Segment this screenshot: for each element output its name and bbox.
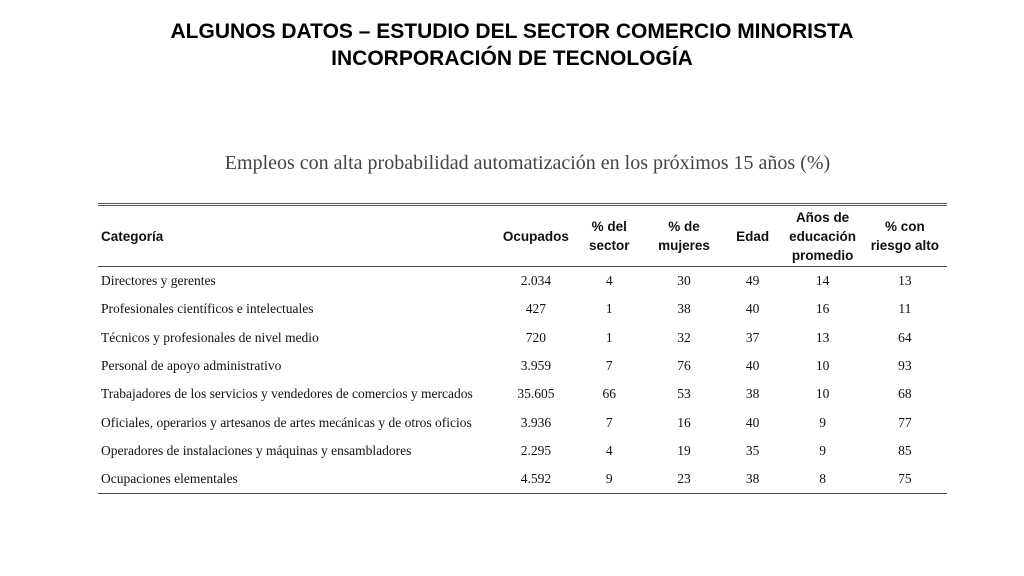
table-row	[98, 380, 947, 408]
cell-pct-mujeres: 16	[677, 414, 691, 430]
cell-categoria: Técnicos y profesionales de nivel medio	[101, 329, 319, 345]
header-ocupados: Ocupados	[502, 228, 569, 244]
header-pct-sector-line-1: % del	[591, 219, 627, 234]
cell-educacion: 10	[815, 386, 830, 402]
table-body	[98, 267, 947, 494]
slide-title-line-1: ALGUNOS DATOS – ESTUDIO DEL SECTOR COMERCIO MINORISTA	[170, 20, 854, 43]
cell-edad: 38	[723, 465, 783, 494]
employment-table	[98, 203, 947, 494]
cell-pct-sector: 66	[602, 386, 617, 402]
cell-educacion: 8	[782, 465, 862, 494]
cell-riesgo: 11	[898, 301, 912, 317]
cell-educacion: 9	[819, 442, 826, 458]
header-riesgo-line-2: riesgo alto	[870, 238, 939, 253]
cell-edad: 40	[745, 414, 760, 430]
table-row	[98, 352, 947, 380]
cell-ocupados: 3.936	[520, 414, 552, 430]
cell-educacion: 9	[819, 414, 826, 430]
cell-riesgo: 68	[898, 386, 912, 402]
cell-categoria: Directores y gerentes	[101, 273, 216, 289]
table-caption: Empleos con alta probabilidad automatización en los próximos 15 años (%)	[224, 152, 831, 174]
cell-educacion: 10	[815, 358, 830, 374]
cell-pct-mujeres: 32	[677, 329, 691, 345]
cell-categoria: Trabajadores de los servicios y vendedores de comercios y mercados	[101, 386, 473, 402]
table-row	[98, 324, 947, 352]
cell-riesgo: 77	[898, 414, 912, 430]
cell-pct-sector: 7	[605, 358, 613, 374]
header-edad: Edad	[736, 228, 770, 244]
cell-pct-sector: 1	[605, 329, 613, 345]
cell-pct-mujeres: 76	[677, 358, 691, 374]
header-pct-mujeres-line-2: mujeres	[658, 238, 710, 253]
cell-categoria: Oficiales, operarios y artesanos de artes mecánicas y de otros oficios	[101, 414, 472, 430]
header-categoria: Categoría	[101, 228, 164, 244]
table-header-row	[98, 205, 947, 267]
table-header	[98, 205, 947, 267]
cell-pct-mujeres: 38	[677, 301, 691, 317]
cell-pct-sector: 4	[605, 442, 613, 458]
cell-pct-mujeres: 19	[677, 442, 691, 458]
cell-pct-sector: 1	[605, 301, 613, 317]
header-pct-sector-line-2: sector	[589, 238, 630, 253]
cell-pct-sector: 4	[605, 273, 613, 289]
slide-title	[0, 18, 1024, 72]
cell-ocupados: 427	[525, 301, 547, 317]
header-riesgo-line-1: % con	[884, 219, 925, 234]
cell-categoria: Personal de apoyo administrativo	[101, 358, 282, 374]
cell-ocupados: 2.295	[520, 442, 552, 458]
table-row	[98, 465, 947, 494]
cell-educacion: 13	[815, 329, 830, 345]
table-row	[98, 408, 947, 436]
cell-ocupados: 3.959	[520, 358, 552, 374]
cell-categoria: Operadores de instalaciones y máquinas y ensambladores	[101, 442, 412, 458]
cell-ocupados: 35.605	[517, 386, 555, 402]
table-row	[98, 295, 947, 323]
header-pct-mujeres-line-1: % de	[668, 219, 700, 234]
header-riesgo	[863, 205, 947, 267]
table-row	[98, 437, 947, 465]
cell-riesgo: 64	[898, 329, 912, 345]
cell-riesgo: 85	[898, 442, 912, 458]
cell-edad: 40	[745, 301, 760, 317]
header-pct-sector	[573, 205, 645, 267]
header-educacion-line-2: educación	[789, 228, 856, 244]
cell-pct-mujeres: 53	[677, 386, 691, 402]
cell-pct-sector: 9	[573, 465, 645, 494]
cell-riesgo: 75	[863, 465, 947, 494]
cell-pct-sector: 7	[605, 414, 613, 430]
cell-educacion: 14	[815, 273, 830, 289]
header-educacion-line-3: promedio	[791, 247, 854, 263]
header-pct-mujeres	[645, 205, 723, 267]
cell-ocupados: 720	[525, 329, 547, 345]
cell-ocupados: 2.034	[520, 273, 552, 289]
cell-pct-mujeres: 30	[677, 273, 691, 289]
header-educacion	[782, 205, 862, 267]
cell-educacion: 16	[815, 301, 830, 317]
table-row	[98, 267, 947, 296]
cell-ocupados: 4.592	[498, 465, 573, 494]
cell-pct-mujeres: 23	[645, 465, 723, 494]
cell-edad: 49	[745, 273, 760, 289]
cell-riesgo: 13	[898, 273, 912, 289]
slide-title-line-2: INCORPORACIÓN DE TECNOLOGÍA	[331, 47, 693, 70]
cell-edad: 40	[745, 358, 760, 374]
cell-edad: 38	[745, 386, 760, 402]
header-educacion-line-1: Años de	[795, 209, 850, 225]
cell-edad: 35	[745, 442, 760, 458]
cell-categoria: Profesionales científicos e intelectuales	[101, 301, 314, 317]
cell-categoria: Ocupaciones elementales	[98, 465, 498, 494]
cell-riesgo: 93	[898, 358, 912, 374]
cell-edad: 37	[745, 329, 760, 345]
